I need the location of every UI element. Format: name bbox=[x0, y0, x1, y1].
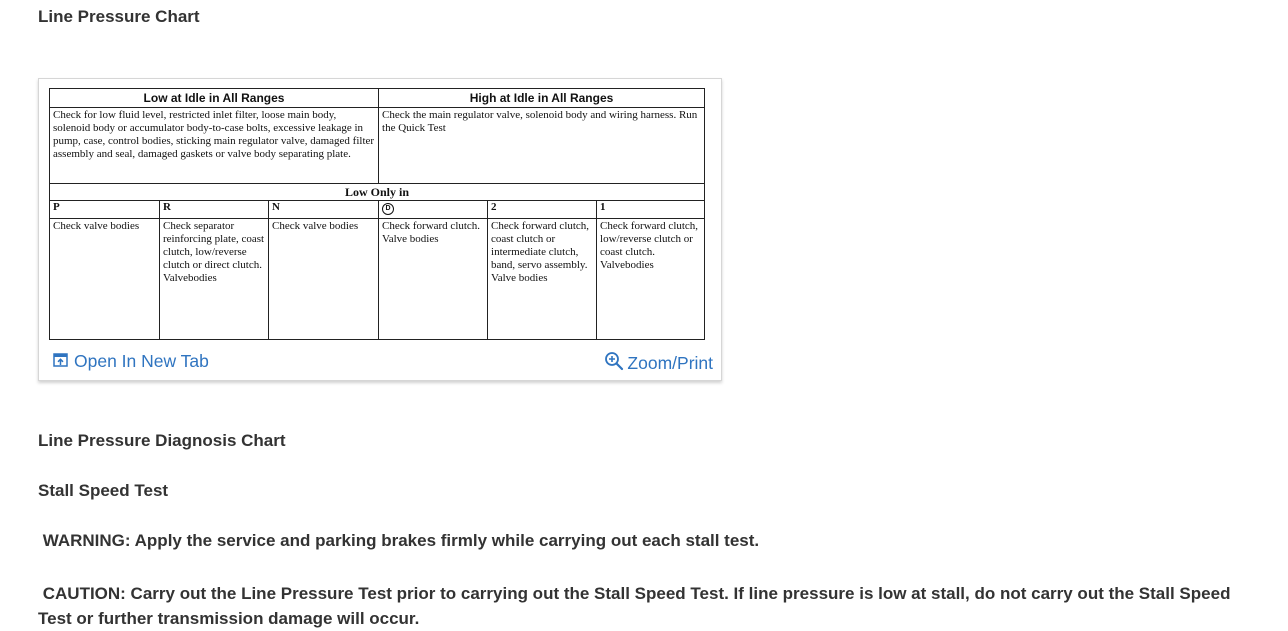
high-at-idle-text: Check the main regulator valve, solenoid body and wiring harness. Run the Quick Test bbox=[379, 108, 705, 184]
line-pressure-figure bbox=[38, 78, 722, 381]
gear-p: P bbox=[50, 201, 160, 219]
low-at-idle-text: Check for low fluid level, restricted inlet filter, loose main body, solenoid body or accumulator body-to-case bolts, excessive leakage in pump, case, control bodies, sticking main regulator valve, damaged filter assembly and seal, damaged gaskets or valve body separating plate. bbox=[50, 108, 379, 184]
gear-1: 1 bbox=[597, 201, 705, 219]
warning-label: WARNING: Apply the service and parking brakes firmly while carrying out each stall test. bbox=[42, 531, 760, 550]
check-p: Check valve bodies bbox=[50, 219, 160, 340]
check-2: Check forward clutch, coast clutch or intermediate clutch, band, servo assembly. Valve bodies bbox=[488, 219, 597, 340]
stall-speed-test-heading: Stall Speed Test bbox=[38, 481, 169, 500]
header-low-at-idle: Low at Idle in All Ranges bbox=[50, 89, 379, 108]
page-title-line-pressure-chart: Line Pressure Chart bbox=[38, 7, 200, 26]
check-n: Check valve bodies bbox=[269, 219, 379, 340]
gear-r: R bbox=[160, 201, 269, 219]
line-pressure-diagnosis-chart-heading: Line Pressure Diagnosis Chart bbox=[38, 431, 286, 450]
warning-text bbox=[38, 531, 759, 551]
open-new-tab-icon bbox=[53, 351, 68, 372]
figure-actions bbox=[39, 349, 721, 375]
open-in-new-tab-link[interactable] bbox=[53, 351, 209, 372]
gear-2: 2 bbox=[488, 201, 597, 219]
caution-label: CAUTION: Carry out the Line Pressure Test prior to carrying out the Stall Speed Test. If line pressure is low at stall, do not carry out the Stall Speed Test or further transmission damage will occur. bbox=[38, 584, 1231, 628]
header-high-at-idle: High at Idle in All Ranges bbox=[379, 89, 705, 108]
low-only-in-header: Low Only in bbox=[50, 184, 705, 201]
line-pressure-table bbox=[49, 88, 705, 340]
overdrive-icon: D bbox=[382, 203, 394, 215]
check-overdrive: Check forward clutch. Valve bodies bbox=[379, 219, 488, 340]
zoom-print-link[interactable] bbox=[604, 351, 713, 376]
line-pressure-table-image[interactable] bbox=[49, 88, 704, 340]
zoom-in-icon bbox=[604, 351, 624, 376]
gear-n: N bbox=[269, 201, 379, 219]
caution-text bbox=[38, 581, 1268, 631]
open-in-new-tab-label: Open In New Tab bbox=[74, 351, 209, 371]
check-r: Check separator reinforcing plate, coast clutch, low/reverse clutch or direct clutch. Valvebodies bbox=[160, 219, 269, 340]
zoom-print-label: Zoom/Print bbox=[627, 353, 713, 373]
gear-overdrive bbox=[379, 201, 488, 219]
check-1: Check forward clutch, low/reverse clutch or coast clutch. Valvebodies bbox=[597, 219, 705, 340]
